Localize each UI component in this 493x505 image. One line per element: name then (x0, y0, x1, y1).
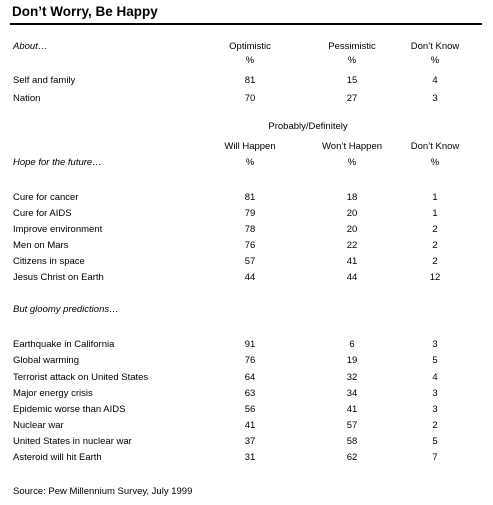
row-value-dont-know: 3 (432, 404, 438, 415)
row-value-dont-know: 5 (432, 355, 438, 366)
row-value-wont: 22 (346, 240, 358, 251)
row-value-wont: 41 (346, 256, 358, 267)
row-value-will: 78 (244, 224, 256, 235)
unit-pessimistic: % (347, 55, 357, 66)
row-value-dont-know: 4 (432, 372, 438, 383)
row-label: Asteroid will hit Earth (13, 452, 102, 463)
row-value-wont: 6 (349, 339, 355, 350)
row-label: Jesus Christ on Earth (13, 272, 104, 283)
row-value-dont-know: 3 (432, 388, 438, 399)
row-value-wont: 62 (346, 452, 358, 463)
row-label: Cure for AIDS (13, 208, 72, 219)
row-value-dont-know: 2 (432, 224, 438, 235)
row-value-pessimistic: 27 (346, 93, 358, 104)
row-value-dont-know: 3 (432, 339, 438, 350)
unit-will-happen: % (245, 157, 255, 168)
row-label: Self and family (13, 75, 76, 86)
row-value-pessimistic: 15 (346, 75, 358, 86)
row-value-dont-know: 1 (432, 208, 438, 219)
section3-label: But gloomy predictions… (13, 304, 119, 315)
row-label: Epidemic worse than AIDS (13, 404, 126, 415)
title-rule (10, 23, 482, 25)
row-value-wont: 20 (346, 224, 358, 235)
group-header: Probably/Definitely (268, 121, 348, 132)
row-value-wont: 18 (346, 192, 358, 203)
col-header-wont-happen: Won’t Happen (321, 141, 383, 152)
col-header-optimistic: Optimistic (229, 41, 271, 52)
col-header-dont-know: Don’t Know (410, 41, 460, 52)
source-note: Source: Pew Millennium Survey, July 1999 (13, 486, 193, 497)
row-value-will: 63 (244, 388, 256, 399)
col-header-will-happen: Will Happen (224, 141, 276, 152)
row-label: Men on Mars (13, 240, 69, 251)
row-label: United States in nuclear war (13, 436, 132, 447)
table-title: Don’t Worry, Be Happy (12, 4, 158, 19)
row-value-wont: 34 (346, 388, 358, 399)
row-value-will: 76 (244, 240, 256, 251)
row-label: Major energy crisis (13, 388, 93, 399)
row-value-dont-know: 5 (432, 436, 438, 447)
row-value-wont: 57 (346, 420, 358, 431)
row-label: Cure for cancer (13, 192, 79, 203)
row-value-wont: 44 (346, 272, 358, 283)
row-value-optimistic: 70 (244, 93, 256, 104)
row-label: Improve environment (13, 224, 103, 235)
col-header-pessimistic: Pessimistic (328, 41, 376, 52)
row-value-wont: 20 (346, 208, 358, 219)
row-label: Nuclear war (13, 420, 64, 431)
row-label: Citizens in space (13, 256, 85, 267)
unit-dont-know: % (430, 55, 440, 66)
row-value-wont: 58 (346, 436, 358, 447)
row-label: Terrorist attack on United States (13, 372, 149, 383)
row-value-wont: 32 (346, 372, 358, 383)
row-value-will: 44 (244, 272, 256, 283)
row-value-will: 81 (244, 192, 256, 203)
row-value-dont-know: 12 (429, 272, 441, 283)
row-label: Global warming (13, 355, 79, 366)
unit-optimistic: % (245, 55, 255, 66)
row-value-dont-know: 2 (432, 240, 438, 251)
row-value-dont-know: 2 (432, 420, 438, 431)
unit-dont-know-2: % (430, 157, 440, 168)
section1-label: About… (13, 41, 48, 52)
row-value-wont: 41 (346, 404, 358, 415)
row-value-dont-know: 1 (432, 192, 438, 203)
row-value-wont: 19 (346, 355, 358, 366)
row-value-dont-know: 2 (432, 256, 438, 267)
row-value-dont-know: 4 (432, 75, 438, 86)
row-value-will: 31 (244, 452, 256, 463)
row-value-dont-know: 3 (432, 93, 438, 104)
row-value-will: 56 (244, 404, 256, 415)
col-header-dont-know-2: Don’t Know (410, 141, 460, 152)
row-value-optimistic: 81 (244, 75, 256, 86)
row-value-will: 91 (244, 339, 256, 350)
row-value-dont-know: 7 (432, 452, 438, 463)
row-value-will: 64 (244, 372, 256, 383)
row-label: Earthquake in California (13, 339, 115, 350)
row-value-will: 79 (244, 208, 256, 219)
row-value-will: 41 (244, 420, 256, 431)
row-value-will: 37 (244, 436, 256, 447)
row-value-will: 76 (244, 355, 256, 366)
row-value-will: 57 (244, 256, 256, 267)
row-label: Nation (13, 93, 41, 104)
section2-label: Hope for the future… (13, 157, 102, 168)
unit-wont-happen: % (347, 157, 357, 168)
